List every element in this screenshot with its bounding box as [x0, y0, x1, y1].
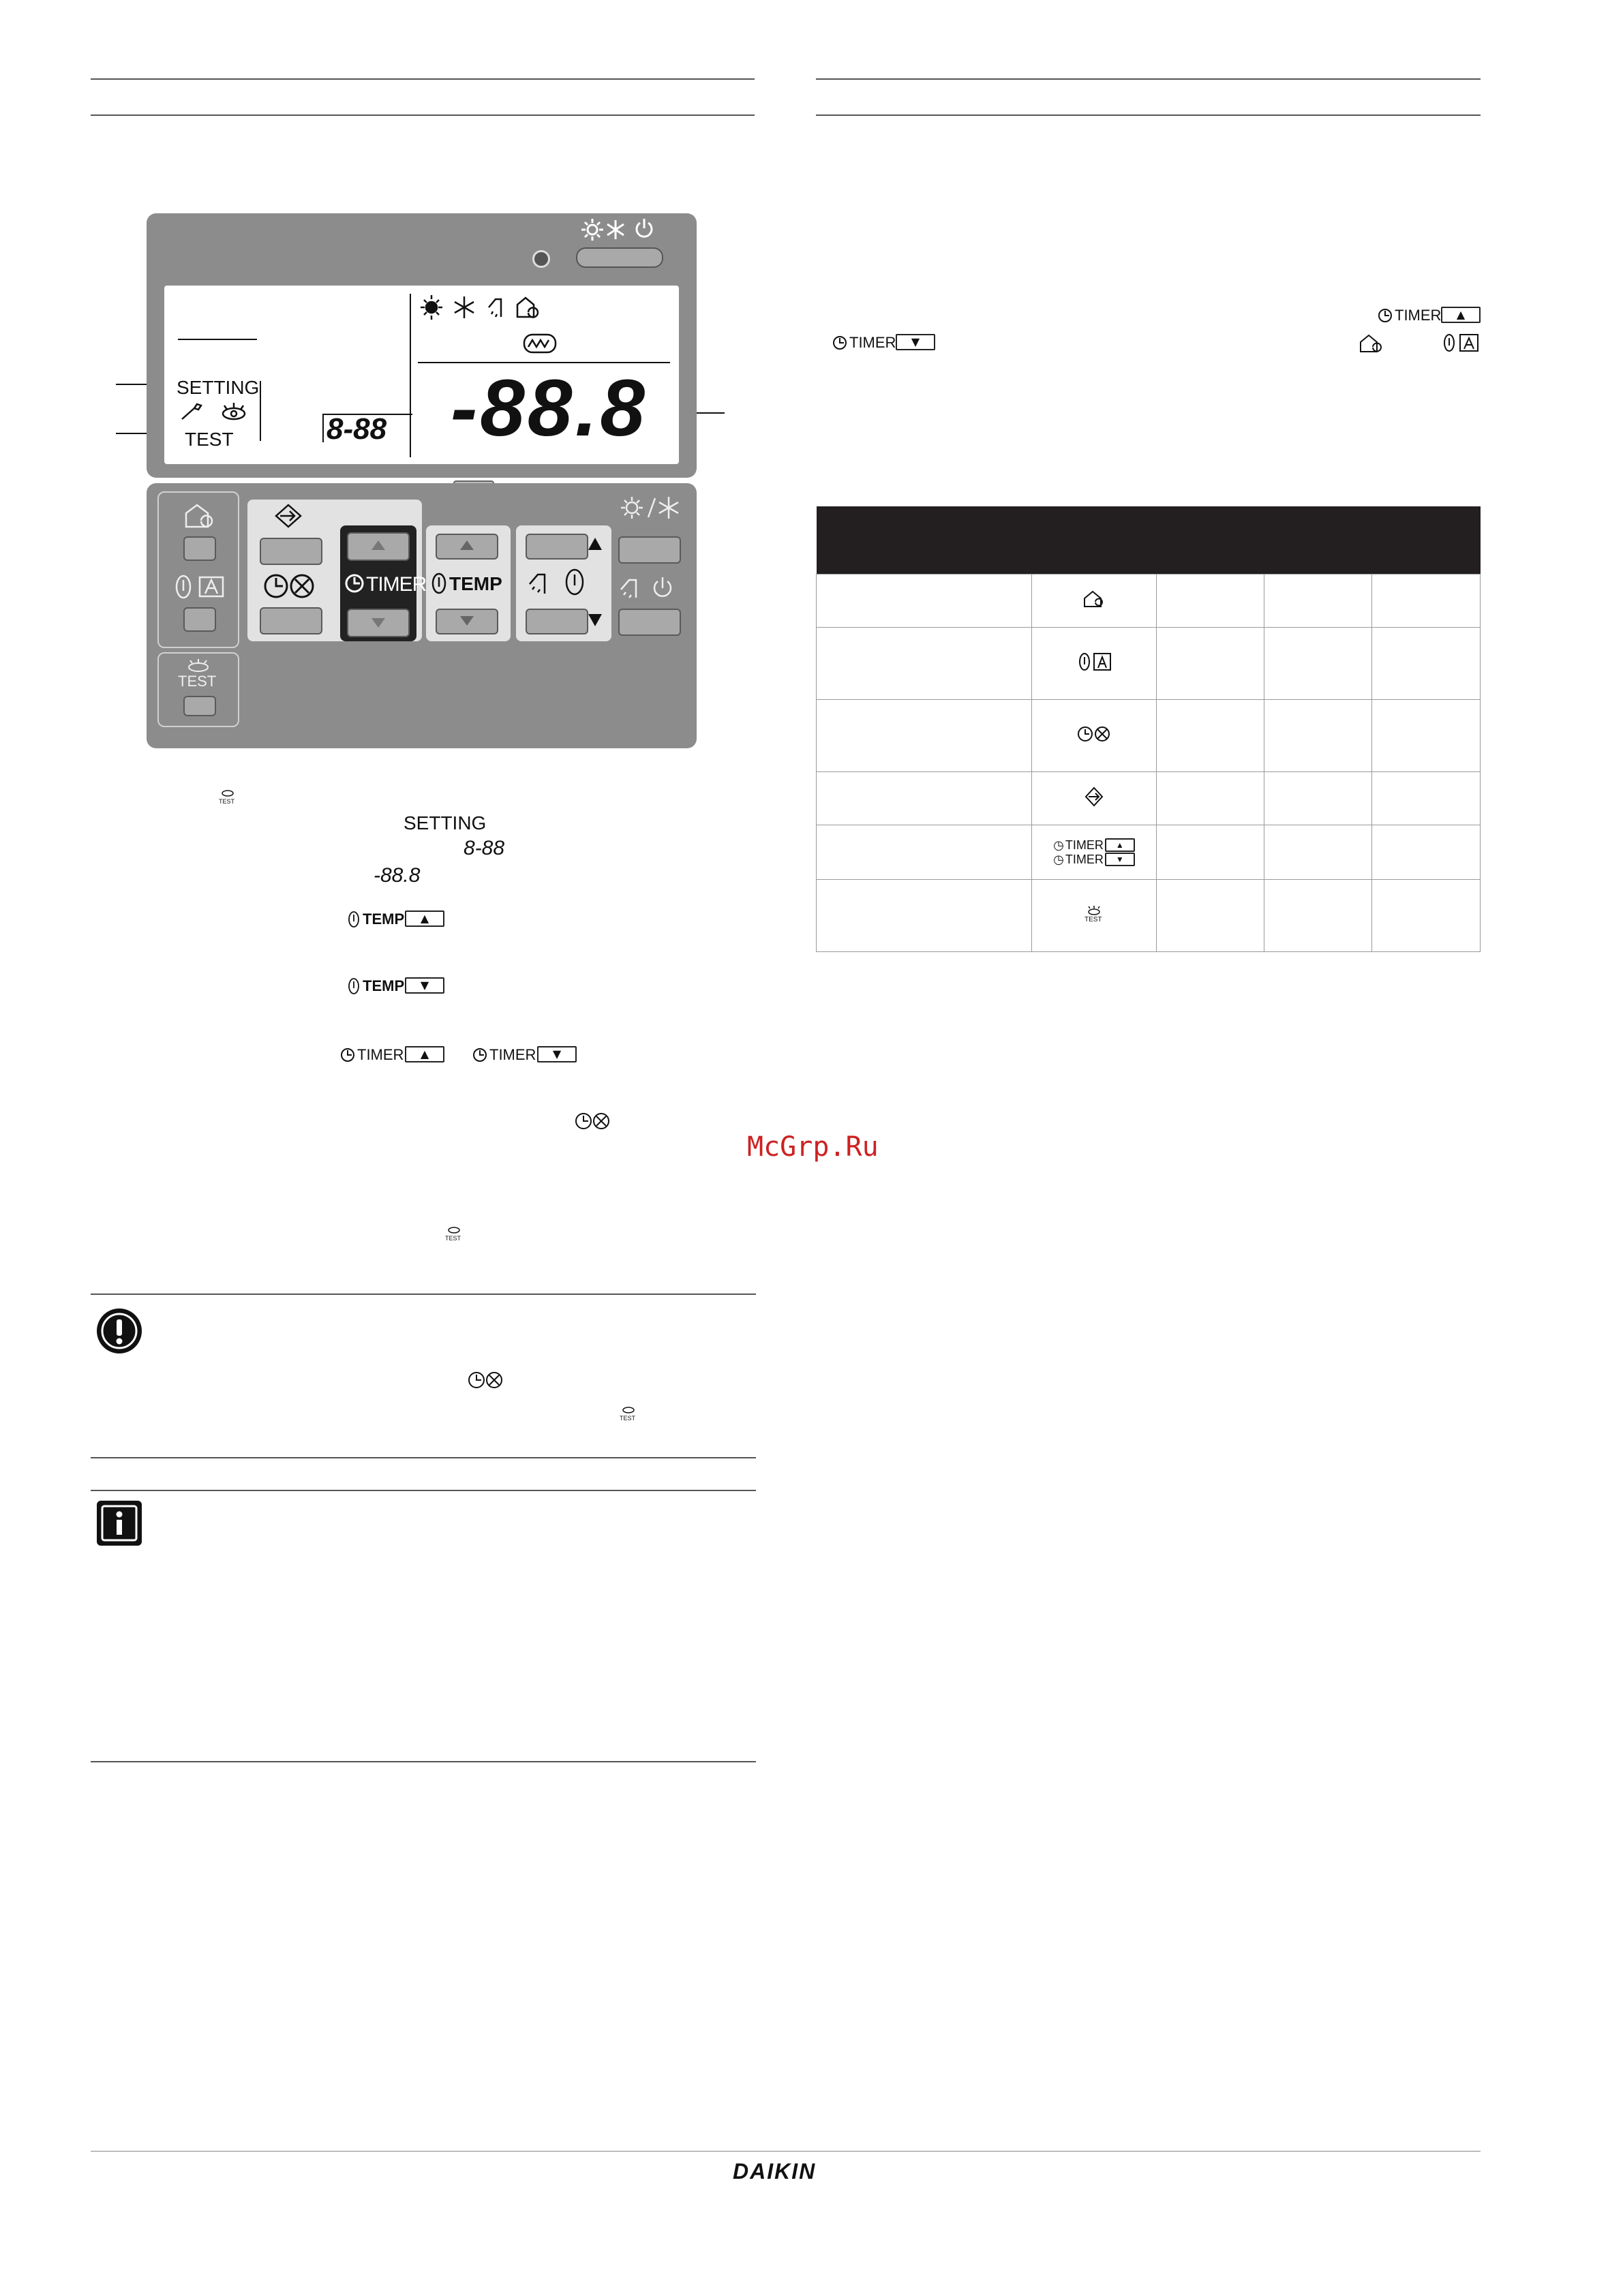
inline-temp-label-2: TEMP: [363, 977, 405, 994]
house-clock-icon: [1080, 589, 1108, 609]
table-row: [817, 575, 1481, 628]
inline-timer-cancel-icon-1: [574, 1111, 612, 1131]
lcd-wrench-eye-icon: [179, 401, 254, 422]
table-cell: [1157, 700, 1264, 772]
table-icon-cell: [1031, 880, 1156, 952]
table-cell: [1372, 772, 1481, 825]
daikin-logo: DAIKIN: [733, 2159, 817, 2184]
test-button[interactable]: [183, 696, 216, 716]
right-thermometer-auto-icon: [1440, 333, 1481, 353]
svg-text:TEST: TEST: [620, 1415, 636, 1422]
up-triangle-icon: [588, 538, 602, 550]
table-icon-cell: [1031, 825, 1156, 880]
warning-icon: [95, 1307, 143, 1355]
table-header-cell: [817, 506, 1032, 575]
inline-timer-label-2: TIMER: [489, 1046, 536, 1063]
timer-cancel-icon: [1076, 724, 1112, 744]
timer-down-glyph: ◷ TIMER ▼: [1033, 853, 1155, 867]
table-cell: [817, 772, 1032, 825]
thermometer-auto-icon: [170, 573, 227, 600]
info-icon: [95, 1499, 143, 1547]
table-cell: [1372, 825, 1481, 880]
inline-test-icon-3: [618, 1404, 639, 1422]
inline-timer-down: [472, 1045, 581, 1065]
right-down-chip: ▼: [896, 334, 935, 350]
inline-temp-down: [346, 976, 449, 996]
table-cell: [1264, 628, 1372, 700]
header-rule-left-bottom: [91, 114, 755, 116]
lcd-code-text: 8-88: [327, 412, 387, 446]
table-header-cell: [1264, 506, 1372, 575]
inline-temp-label-1: TEMP: [363, 910, 405, 928]
right-up-chip: ▲: [1441, 307, 1481, 323]
timer-down-button[interactable]: [347, 609, 410, 637]
table-cell: [1157, 575, 1264, 628]
table-timer-label-1: TIMER: [1065, 838, 1104, 852]
table-cell: [1157, 772, 1264, 825]
table-row: [817, 700, 1481, 772]
warning-rule-bottom: [91, 1457, 756, 1458]
table-cell: [1372, 880, 1481, 952]
info-rule-top: [91, 1490, 756, 1491]
enter-arrow-icon: [273, 504, 303, 528]
inline-down-chip-2: ▼: [537, 1046, 577, 1062]
lcd-sep-small: [260, 381, 261, 441]
inline-temp-up: [346, 909, 449, 930]
table-cell: [1372, 700, 1481, 772]
mode-power-icon: [580, 216, 655, 243]
right-timer-label-1: TIMER: [1395, 307, 1442, 324]
table-row: [817, 772, 1481, 825]
lcd-heater-icon: [523, 333, 557, 354]
table-cell: [1264, 575, 1372, 628]
right-timer-up: [1377, 305, 1481, 326]
table-header-cell: [1031, 506, 1156, 575]
enter-arrow-icon: [1084, 786, 1104, 807]
schedule-button[interactable]: [183, 536, 216, 561]
lcd-mode-icons: [421, 294, 564, 321]
table-header-cell: [1372, 506, 1481, 575]
table-cell: [817, 880, 1032, 952]
hot-water-power-button[interactable]: [618, 609, 681, 636]
lcd-dash: [178, 339, 257, 340]
test-icon: [1080, 905, 1108, 927]
table-cell: [1157, 880, 1264, 952]
timer-cancel-button[interactable]: [260, 607, 322, 634]
svg-text:TEST: TEST: [219, 798, 235, 805]
down-triangle-icon: [588, 614, 602, 626]
table-cell: [1264, 772, 1372, 825]
timer-up-button[interactable]: [347, 532, 410, 561]
table-cell: [1372, 575, 1481, 628]
table-icon-cell: [1031, 575, 1156, 628]
inline-test-icon-2: [443, 1224, 465, 1242]
table-header-cell: [1157, 506, 1264, 575]
lcd-test-text: TEST: [185, 429, 234, 450]
timer-button-label: [344, 570, 427, 598]
header-rule-right-top: [816, 78, 1481, 80]
timer-cancel-icon: [262, 572, 317, 600]
table-cell: [1157, 825, 1264, 880]
hot-water-down-button[interactable]: [526, 609, 588, 634]
footer-rule: [91, 2151, 1481, 2152]
instr-code: 8-88: [464, 837, 505, 859]
right-timer-down: [832, 333, 941, 353]
heat-cool-icon: [617, 493, 685, 523]
lcd-temp-text: -88.8: [451, 363, 648, 453]
table-cell: [817, 700, 1032, 772]
inline-timer-cancel-icon-2: [467, 1370, 505, 1390]
hot-water-power-icon: [618, 575, 680, 602]
table-cell: [817, 575, 1032, 628]
enter-button[interactable]: [260, 538, 322, 565]
shower-thermometer-icon: [526, 568, 594, 596]
temp-text: TEMP: [449, 573, 502, 594]
temp-button-label: [430, 570, 509, 598]
table-cell: [1372, 628, 1481, 700]
table-cell: [817, 628, 1032, 700]
table-timer-label-2: TIMER: [1065, 852, 1104, 866]
remote-controller-figure: [147, 213, 697, 748]
table-row: [817, 628, 1481, 700]
table-icon-cell: [1031, 772, 1156, 825]
lcd-setting-text: SETTING: [177, 377, 260, 398]
inline-timer-up: [339, 1045, 449, 1065]
inline-down-chip-1: ▼: [405, 977, 444, 994]
timer-text: TIMER: [366, 573, 427, 596]
table-row: [817, 825, 1481, 880]
inline-test-icon-1: [217, 787, 239, 805]
table-cell: [1264, 880, 1372, 952]
svg-text:TEST: TEST: [445, 1235, 461, 1242]
instr-setting: SETTING: [404, 812, 487, 833]
house-clock-icon: [182, 502, 215, 530]
warning-rule-top: [91, 1294, 756, 1295]
info-rule-bottom: [91, 1761, 756, 1762]
remote-display-panel: [147, 213, 697, 478]
table-cell: [1264, 700, 1372, 772]
inline-timer-label-1: TIMER: [357, 1046, 404, 1063]
test-eye-icon: [183, 658, 213, 673]
table-row: [817, 880, 1481, 952]
table-cell: [817, 825, 1032, 880]
table-header-row: [817, 506, 1481, 575]
header-rule-right-bottom: [816, 114, 1481, 116]
temp-up-button[interactable]: [436, 534, 498, 560]
lcd-divider: [410, 294, 411, 457]
header-rule-left-top: [91, 78, 755, 80]
watermark-text: McGrp.Ru: [747, 1131, 879, 1163]
right-house-clock-icon: [1358, 333, 1385, 353]
table-cell: [1157, 628, 1264, 700]
lcd-screen: [164, 286, 679, 464]
inline-up-chip-2: ▲: [405, 1046, 444, 1062]
status-led: [532, 250, 550, 268]
temp-down-button[interactable]: [436, 609, 498, 634]
inline-up-chip-1: ▲: [405, 910, 444, 927]
thermometer-auto-icon: [1075, 652, 1113, 672]
heat-cool-button[interactable]: [618, 536, 681, 564]
weather-dependent-button[interactable]: [183, 607, 216, 632]
settings-table: [816, 506, 1481, 952]
table-icon-cell: [1031, 628, 1156, 700]
table-cell: [1264, 825, 1372, 880]
hot-water-up-button[interactable]: [526, 534, 588, 560]
right-timer-label-2: TIMER: [849, 334, 896, 351]
table-test-label: TEST: [1084, 915, 1102, 923]
instr-temp: -88.8: [374, 864, 421, 887]
timer-up-glyph: ◷ TIMER ▲: [1033, 838, 1155, 853]
remote-button-panel: [147, 483, 697, 748]
test-label: TEST: [178, 673, 217, 690]
table-icon-cell: [1031, 700, 1156, 772]
on-off-button[interactable]: [576, 247, 663, 268]
